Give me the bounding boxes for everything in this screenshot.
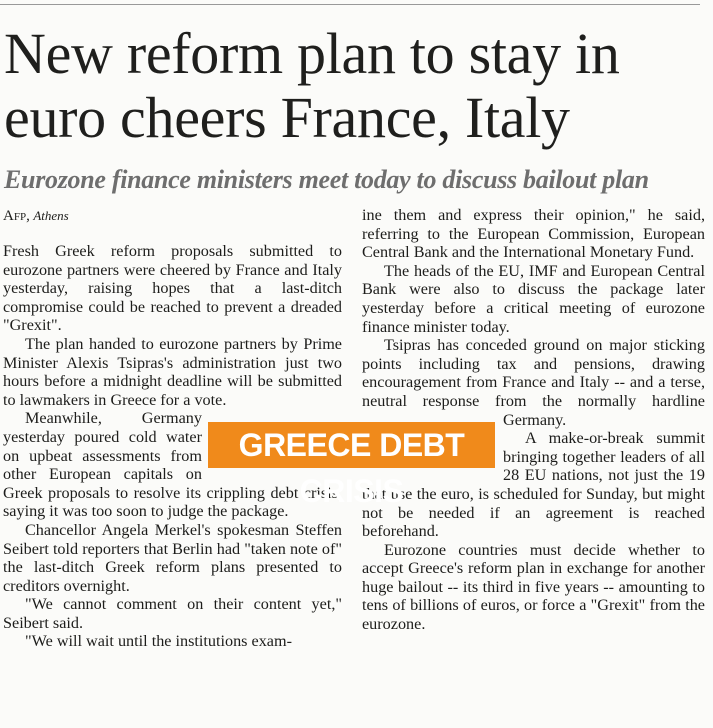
paragraph: The heads of the EU, IMF and European Central Bank were also to discuss the package later yesterday before a critical meeting of eurozone finance minister today. — [362, 261, 705, 336]
byline-place: Athens — [33, 208, 69, 223]
paragraph: Tsipras has conceded ground on major sticking points including tax and pensions, drawing encouragement from France and Italy -- and a terse, neutral response from the normally hardline Germany. — [362, 336, 705, 429]
section-banner: GREECE DEBT CRISIS — [208, 422, 495, 468]
paragraph: Meanwhile, Germany yesterday poured cold water on upbeat assessments from other European capitals on Greek proposals to resolve its crippling debt crisis, saying it was too soon to judge the package. — [3, 409, 342, 521]
paragraph: The plan handed to eurozone partners by Prime Minister Alexis Tsipras's administration just two hours before a midnight deadline will be submitted to lawmakers in Greece for a vote. — [3, 334, 342, 409]
subheadline: Eurozone finance ministers meet today to discuss bailout plan — [4, 165, 649, 194]
paragraph: Eurozone countries must decide whether to accept Greece's reform plan in exchange for another huge bailout -- its third in five years -- amounting to tens of billions of euros, or force a "Grexit" from the eurozone. — [362, 540, 705, 634]
right-column — [362, 206, 705, 634]
paragraph: ine them and express their opinion," he said, referring to the European Commission, European Central Bank and the International Monetary Fund. — [362, 206, 705, 262]
paragraph: "We cannot comment on their content yet," Seibert said. — [3, 595, 342, 632]
byline-agency: Afp, — [3, 208, 30, 224]
paragraph: Fresh Greek reform proposals submitted to eurozone partners were cheered by France and Italy yesterday, raising hopes that a last-ditch compromise could be reached to prevent a dreaded "Grexit". — [3, 242, 342, 335]
paragraph: "We will wait until the institutions exam- — [25, 632, 292, 651]
paragraph: Chancellor Angela Merkel's spokesman Steffen Seibert told reporters that Berlin had "taken note of" the last-ditch Greek reform plans presented to creditors overnight. — [3, 520, 342, 595]
byline — [3, 207, 69, 226]
headline: New reform plan to stay in euro cheers France, Italy — [4, 21, 620, 150]
top-rule — [0, 4, 700, 5]
paragraph: A make-or-break summit bringing together leaders of all 28 EU nations, not just the 19 that use the euro, is scheduled for Sunday, but might not be needed if an agreement is reached beforehand. — [362, 429, 705, 541]
